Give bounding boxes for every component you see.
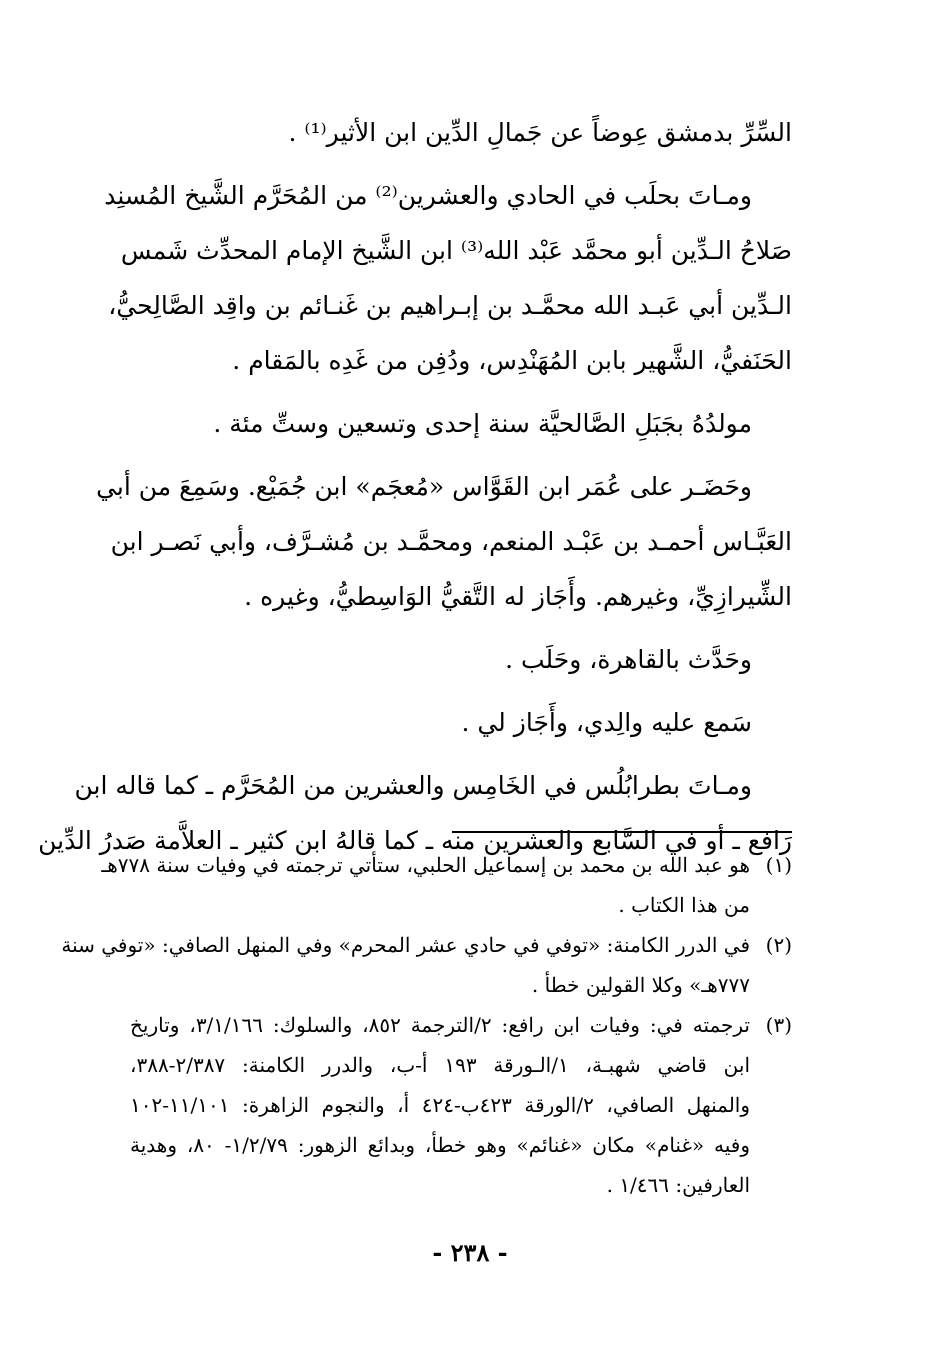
footnote-text bbox=[61, 925, 750, 1005]
footnote-line: ترجمته في: وفيات ابن رافع: ٢/الترجمة ٨٥٢، والسلوك: ٣/١/١٦٦، وتاريخ bbox=[130, 1013, 751, 1037]
footnote-number: (٢) bbox=[765, 933, 792, 957]
paragraph bbox=[130, 632, 792, 687]
footnote-separator bbox=[452, 831, 792, 833]
main-text bbox=[38, 105, 792, 876]
paragraph bbox=[130, 695, 792, 750]
footnote-line: في الدرر الكامنة: «توفي في حادي عشر المحرم» وفي المنهل الصافي: «توفي سنة bbox=[61, 933, 750, 957]
footnote bbox=[101, 845, 792, 925]
text-line: وحَدَّث بالقاهرة، وحَلَب . bbox=[505, 645, 752, 674]
paragraph bbox=[130, 105, 792, 160]
text-line: العَبَّـاس أحمـد بن عَبْـد المنعم، ومحمَّـد بن مُشـرَّف، وأبي نَصـر ابن bbox=[110, 527, 792, 556]
footnotes bbox=[61, 845, 792, 1205]
text-line: صَلاحُ الـدِّين أبو محمَّد عَبْد الله⁽³⁾ ابن الشَّيخ الإمام المحدِّث شَمس bbox=[120, 236, 792, 265]
text-line: رَافع ـ أو في السَّابع والعشرين منه ـ كما قالهُ ابن كثير ـ العلاَّمة صَدرُ الدِّين bbox=[38, 826, 792, 855]
text-line: وحَضَـر على عُمَر ابن القَوَّاس «مُعجَم» ابن جُمَيْع. وسَمِعَ من أبي bbox=[96, 472, 752, 501]
paragraph bbox=[96, 459, 792, 624]
footnote-number: (٣) bbox=[765, 1013, 792, 1037]
footnote-line: والمنهل الصافي، ٢/الورقة ٤٢٣ب-٤٢٤ أ، والنجوم الزاهرة: ١١/١٠١-١٠٢ bbox=[130, 1093, 750, 1117]
footnote-text bbox=[130, 1005, 750, 1205]
text-line: ومـاتَ بحلَب في الحادي والعشرين⁽²⁾ من المُحَرَّم الشَّيخ المُسنِد bbox=[104, 181, 752, 210]
footnote-line: من هذا الكتاب . bbox=[618, 893, 750, 917]
footnote-line: ابن قاضي شهبـة، ١/الـورقة ١٩٣ أ-ب، والدرر الكامنة: ٢/٣٨٧-٣٨٨، bbox=[130, 1053, 750, 1077]
text-line: الشِّيرازِيِّ، وغيرهم. وأَجَاز له التَّقيُّ الوَاسِطيُّ، وغيره . bbox=[244, 582, 792, 611]
footnote-text bbox=[101, 845, 750, 925]
footnote-number: (١) bbox=[765, 853, 792, 877]
footnote bbox=[61, 925, 792, 1005]
page-number: - ٢٣٨ - bbox=[432, 1238, 508, 1267]
footnote-line: ٧٧٧هـ» وكلا القولين خطأ . bbox=[531, 973, 750, 997]
paragraph bbox=[130, 396, 792, 451]
footnote-line: هو عبد الله بن محمد بن إسماعيل الحلبي، ستأتي ترجمته في وفيات سنة ٧٧٨هـ bbox=[101, 853, 750, 877]
text-line: سَمع عليه والِدي، وأَجَاز لي . bbox=[461, 708, 752, 737]
footnote-line: وفيه «غنام» مكان «غنائم» وهو خطأ، وبدائع الزهور: ١/٢/٧٩- ٨٠، وهدية bbox=[130, 1133, 750, 1157]
paragraph bbox=[104, 168, 792, 388]
text-line: الحَنَفيُّ، الشَّهير بابن المُهَنْدِس، ودُفِن من غَدِه بالمَقام . bbox=[232, 346, 792, 375]
text-line: ومـاتَ بطرابُلُس في الخَامِس والعشرين من المُحَرَّم ـ كما قاله ابن bbox=[74, 771, 752, 800]
footnote bbox=[130, 1005, 792, 1205]
text-line: مولدُهُ بجَبَلِ الصَّالحيَّة سنة إحدى وتسعين وستِّ مئة . bbox=[213, 409, 752, 438]
text-line: السِّرِّ بدمشق عِوضاً عن جَمالِ الدِّين ابن الأثير⁽¹⁾ . bbox=[288, 118, 792, 147]
footnote-line: العارفين: ١/٤٦٦ . bbox=[606, 1173, 750, 1197]
text-line: الـدِّين أبي عَبـد الله محمَّـد بن إبـراهيم بن غَنـائم بن واقِد الصَّالِحيُّ، bbox=[108, 291, 792, 320]
